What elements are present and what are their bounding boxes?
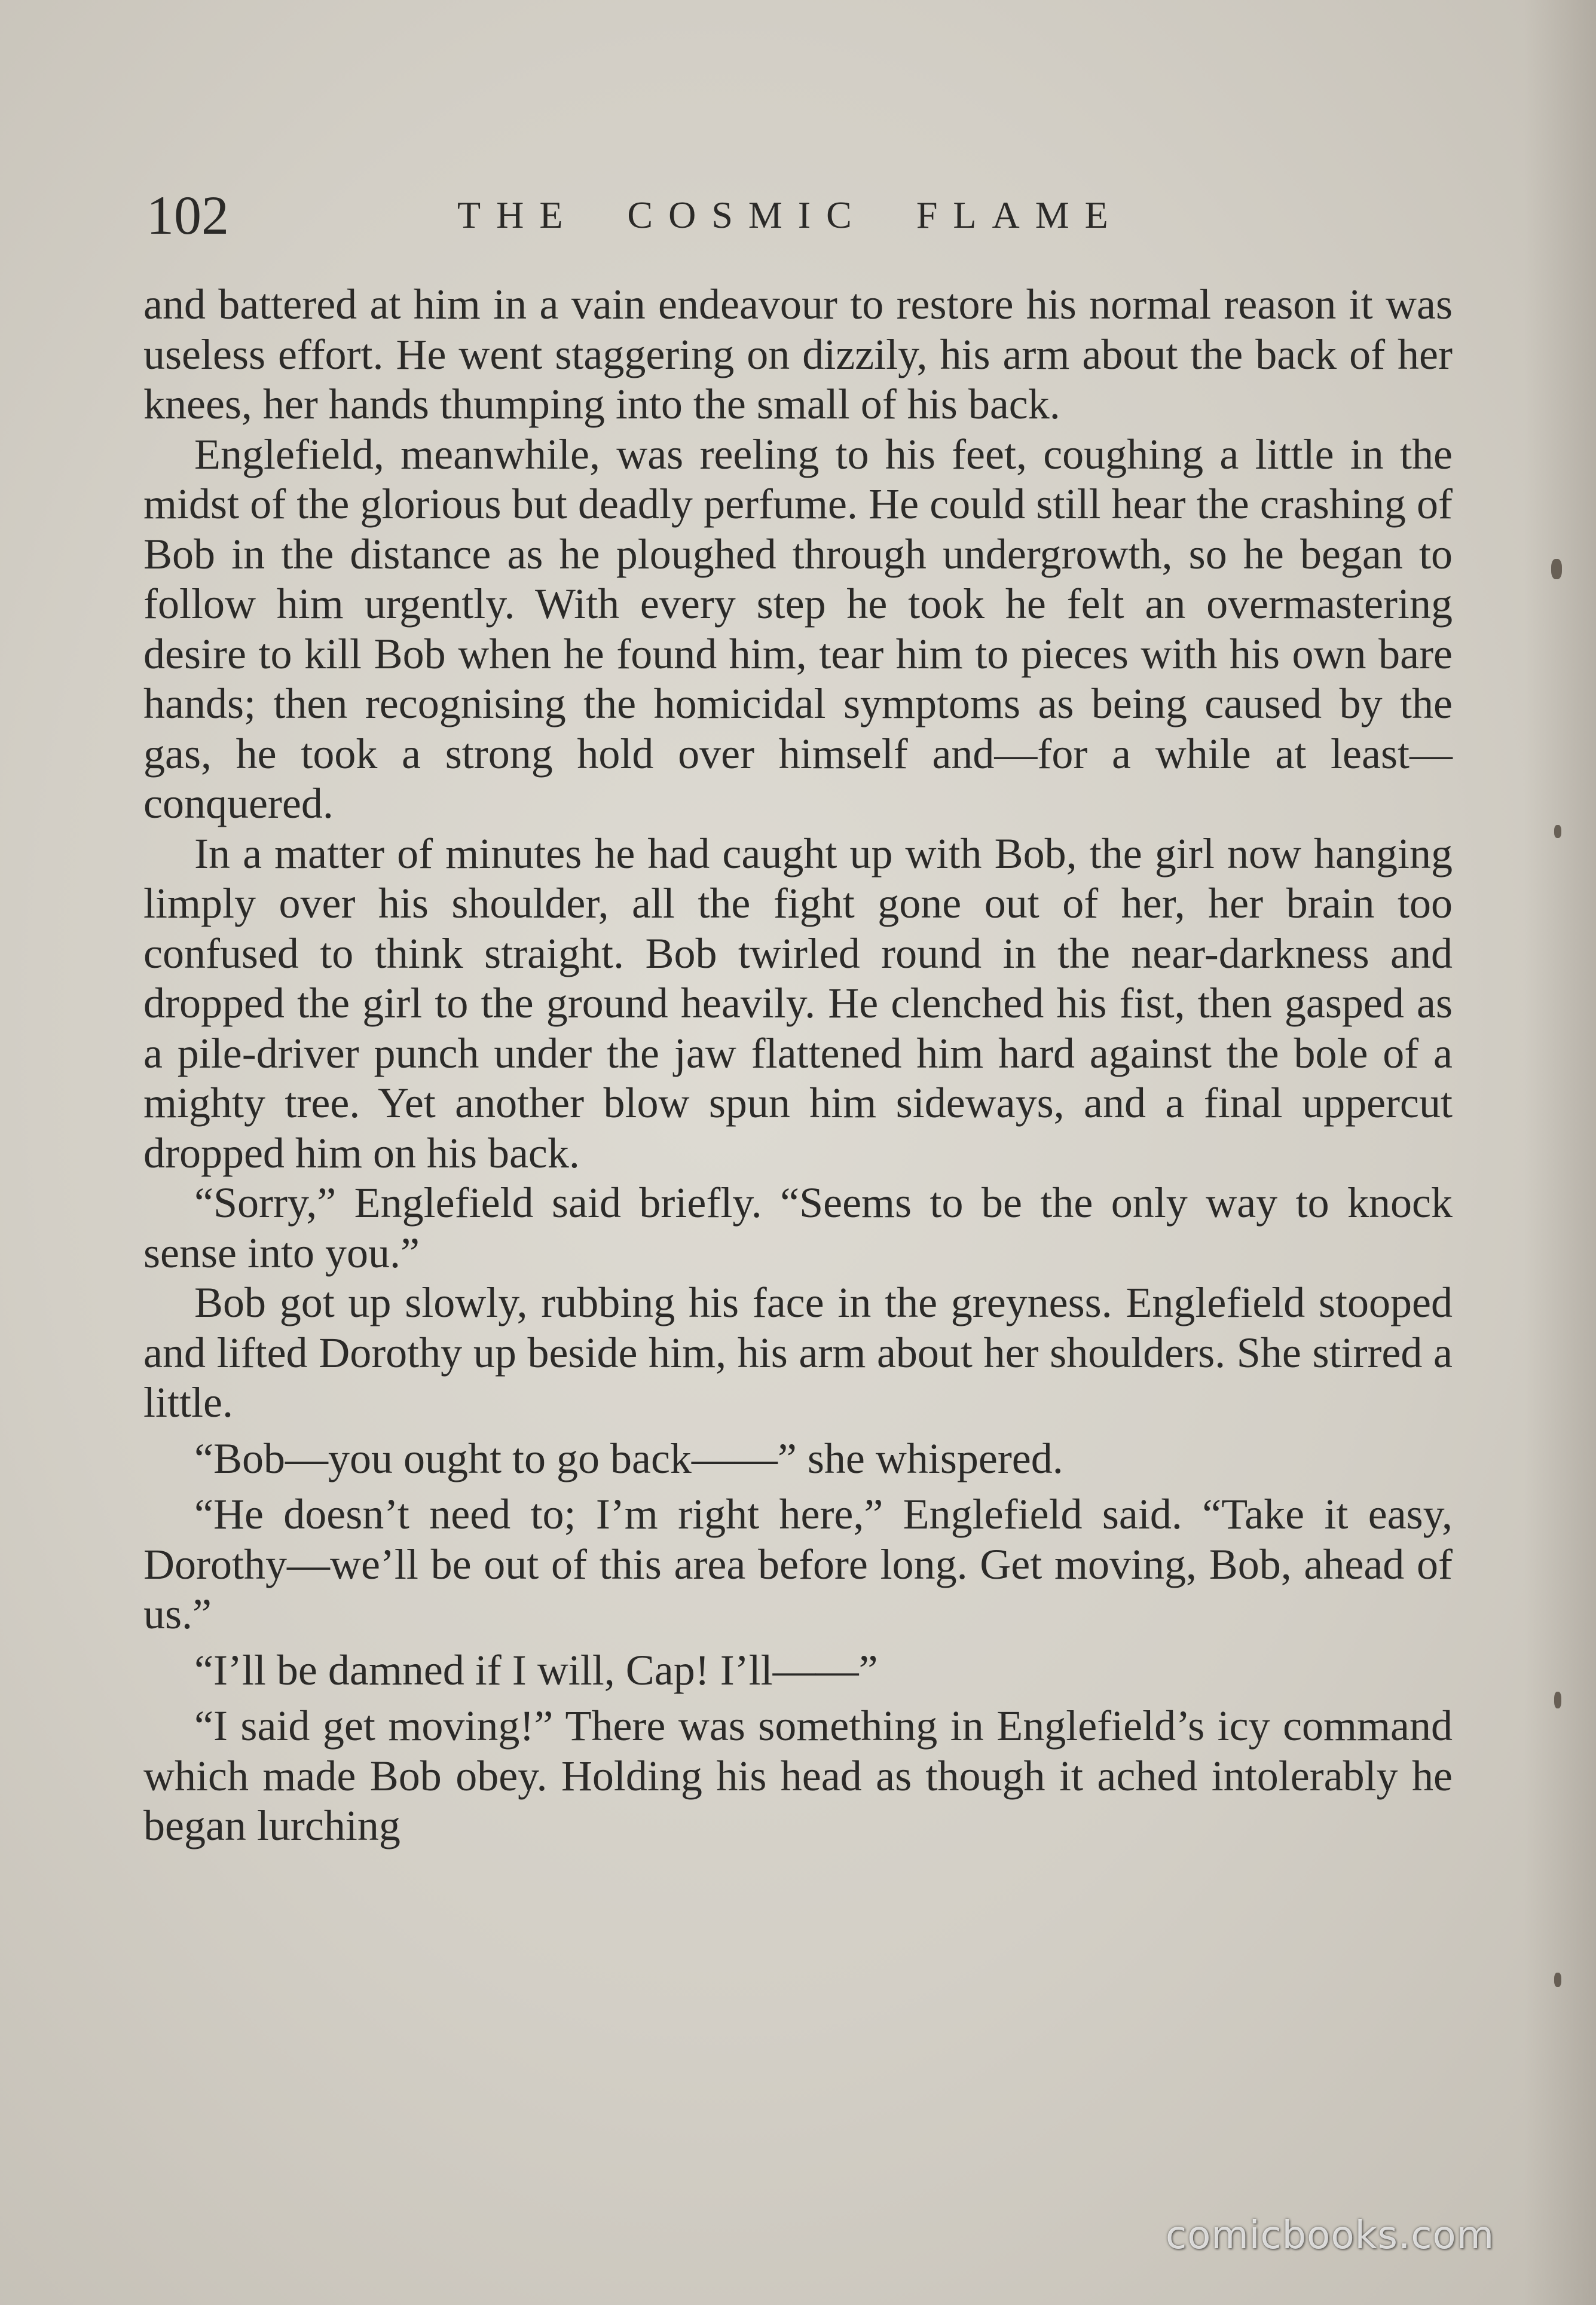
paragraph: “Sorry,” Englefield said briefly. “Seems to be the only way to knock sense into you.” bbox=[143, 1179, 1453, 1277]
paragraph: “I said get moving!” There was something in Englefield’s icy command which made Bob obey. Holding his head as though it ached intolerably he began lurching bbox=[143, 1702, 1453, 1849]
paragraph: and battered at him in a vain endeavour to restore his normal reason it was useless effort. He went staggering on dizzily, his arm about the back of her knees, her hands thumping into the small of his back. bbox=[143, 280, 1453, 428]
paragraph: Englefield, meanwhile, was reeling to his feet, coughing a little in the midst of the glorious but deadly perfume. He could still hear the crashing of Bob in the distance as he ploughed through undergrowth, so he began to follow him urgently. With every step he took he felt an overmastering desire to kill Bob when he found him, tear him to pieces with his own bare hands; then recognising the homicidal symptoms as being caused by the gas, he took a strong hold over himself and—for a while at least—conquered. bbox=[143, 430, 1453, 827]
page-edge-shadow bbox=[1524, 0, 1596, 2305]
binding-hole bbox=[1554, 825, 1561, 838]
paragraph: “Bob—you ought to go back——” she whispered. bbox=[194, 1434, 1063, 1482]
paragraph: In a matter of minutes he had caught up with Bob, the girl now hanging limply over his shoulder, all the fight gone out of her, her brain too confused to think straight. Bob twirled round in the near-darkness and dropped the girl to the ground heavily. He clenched his fist, then gasped as a pile-driver punch under the jaw flattened him hard against the bole of a mighty tree. Yet another blow spun him sideways, and a final uppercut dropped him on his back. bbox=[143, 829, 1453, 1177]
watermark: comicbooks.com bbox=[1166, 2214, 1495, 2258]
body-text bbox=[143, 280, 1453, 1851]
binding-hole bbox=[1554, 1692, 1561, 1708]
page-number: 102 bbox=[146, 185, 229, 246]
binding-hole bbox=[1551, 559, 1562, 579]
running-title: THE COSMIC FLAME bbox=[457, 194, 1124, 236]
page-header bbox=[146, 179, 1456, 251]
paragraph: Bob got up slowly, rubbing his face in the greyness. Englefield stooped and lifted Dorothy up beside him, his arm about her shoulders. She stirred a little. bbox=[143, 1279, 1453, 1426]
binding-hole bbox=[1554, 1973, 1561, 1987]
paragraph: “He doesn’t need to; I’m right here,” Englefield said. “Take it easy, Dorothy—we’ll be out of this area before long. Get moving, Bob, ahead of us.” bbox=[143, 1490, 1453, 1638]
paragraph: “I’ll be damned if I will, Cap! I’ll——” bbox=[194, 1646, 878, 1694]
